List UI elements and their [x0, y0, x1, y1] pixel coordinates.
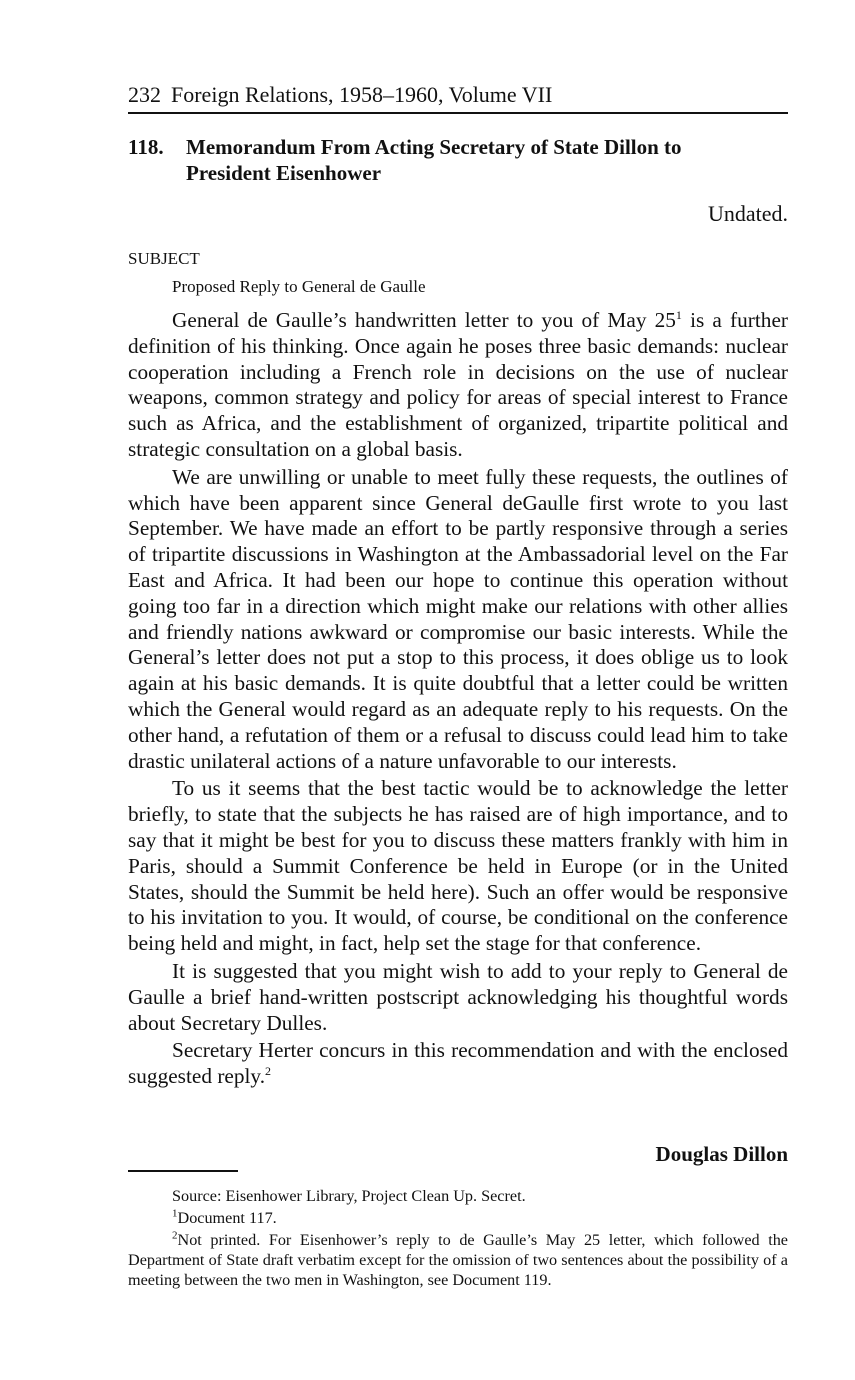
footnote-2: $^2$Not printed. For Eisenhower’s reply to de Gaulle’s May 25 letter, which followed the Department of State draft verbatim except for the omission of two sentences about the possibility of a meeting between the two men in Washington, see Document 119.	[128, 1229, 788, 1289]
paragraph-2: We are unwilling or unable to meet fully these requests, the outlines of which have been apparent since General deGaulle first wrote to you last September. We have made an effort to be partly responsive through a series of tripartite discussions in Washington at the Ambassadorial level on the Far East and Africa. It had been our hope to continue this operation without going too far in a direction which might make our relations with other allies and friendly nations awkward or compromise our basic interests. While the General’s letter does not put a stop to this process, it does oblige us to look again at his basic demands. It is quite doubtful that a letter could be written which the General would regard as an adequate reply to his requests. On the other hand, a refutation of them or a refusal to discuss could lead him to take drastic unilateral actions of a nature unfavorable to our interests.	[128, 464, 788, 773]
paragraph-1: General de Gaulle’s handwritten letter to you of May $25^1$ is a further definition of his thinking. Once again he poses three basic demands: nuclear cooperation including a French role in decisions on the use of nuclear weapons, common strategy and policy for areas of special interest to France such as Africa, and the establishment of organized, tripartite political and strategic consultation on a global basis.	[128, 307, 788, 461]
document-date: Undated.	[707, 201, 788, 226]
document-number: 118.	[128, 135, 164, 159]
document-heading	[128, 134, 768, 186]
footnote-1: $^1$Document 117.	[172, 1207, 277, 1227]
footnote-divider	[128, 1170, 238, 1172]
footnotes	[128, 1186, 788, 1292]
signature: Douglas Dillon	[655, 1142, 788, 1166]
footnote-ref-2: 2	[265, 1064, 272, 1079]
footnote-ref-1: 1	[675, 307, 682, 322]
source-note: Source: Eisenhower Library, Project Clean Up. Secret.	[172, 1187, 526, 1205]
series-title: Foreign Relations, 1958–1960, Volume VII	[171, 82, 553, 107]
paragraph-4: It is suggested that you might wish to add to your reply to General de Gaulle a brief hand-written postscript acknowledging his thoughtful words about Secretary Dulles.	[128, 958, 788, 1035]
subject-label: SUBJECT	[128, 249, 200, 268]
subject-text: Proposed Reply to General de Gaulle	[172, 277, 426, 296]
page-number: 232	[128, 82, 161, 107]
running-header	[128, 80, 788, 114]
memo-body	[128, 308, 788, 1092]
paragraph-3: To us it seems that the best tactic would be to acknowledge the letter briefly, to state that the subjects he has raised are of high importance, and to say that it might be best for you to discuss these matters frankly with him in Paris, should a Summit Conference be held in Europe (or in the United States, should the Summit be held here). Such an offer would be responsive to his invitation to you. It would, of course, be conditional on the conference being held and might, in fact, help set the stage for that conference.	[128, 776, 788, 956]
paragraph-5: Secretary Herter concurs in this recommendation and with the enclosed suggested reply.$^2$	[128, 1038, 788, 1089]
document-title: Memorandum From Acting Secretary of State Dillon to President Eisenhower	[186, 135, 682, 185]
